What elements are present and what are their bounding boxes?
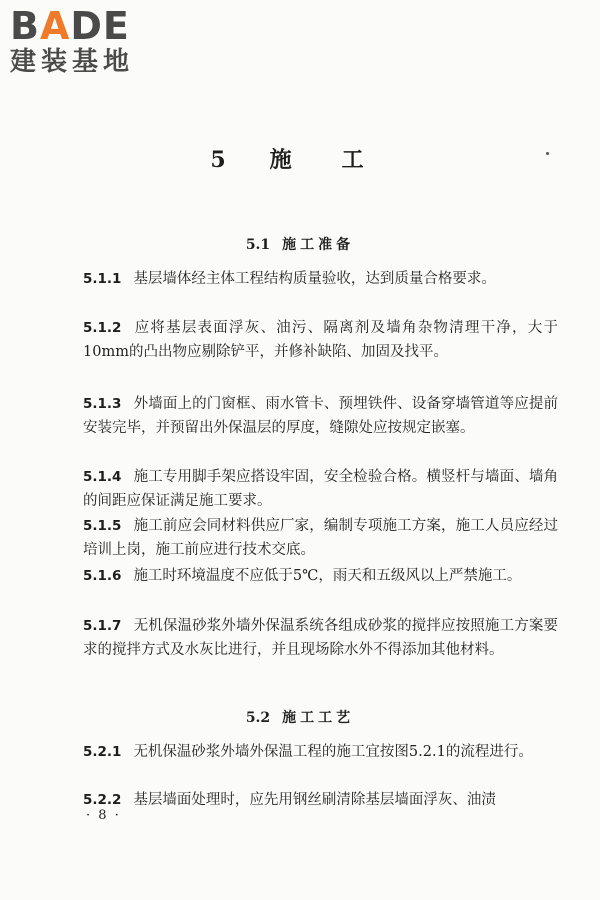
clause-5-1-7: 5.1.7 无机保温砂浆外墙外保温系统各组成砂浆的搅拌应按照施工方案要求的搅拌方式及水灰比进行，并且现场除水外不得添加其他材料。 — [83, 618, 558, 658]
chapter-title: 5 施 工 — [210, 147, 366, 173]
chapter-number: 5 — [210, 147, 228, 173]
clause-5-1-1: 5.1.1 基层墙体经主体工程结构质量验收，达到质量合格要求。 — [83, 271, 496, 287]
logo-wordmark: BADE — [10, 4, 130, 48]
section-heading-5-1: 5.1 施工准备 — [245, 237, 355, 253]
clause-5-1-6: 5.1.6 施工时环境温度不应低于5℃，雨天和五级风以上严禁施工。 — [83, 568, 522, 584]
clause-5-1-2: 5.1.2 应将基层表面浮灰、油污、隔离剂及墙角杂物清理干净，大于10mm的凸出物应剔除铲平，并修补缺陷、加固及找平。 — [83, 320, 558, 360]
scan-speck — [546, 152, 549, 155]
clause-5-1-3: 5.1.3 外墙面上的门窗框、雨水管卡、预埋铁件、设备穿墙管道等应提前安装完毕，并预留出外保温层的厚度，缝隙处应按规定嵌塞。 — [83, 396, 558, 436]
clause-5-2-1: 5.2.1 无机保温砂浆外墙外保温工程的施工宜按图5.2.1的流程进行。 — [83, 744, 533, 760]
clause-5-1-4: 5.1.4 施工专用脚手架应搭设牢固，安全检验合格。横竖杆与墙面、墙角的间距应保证满足施工要求。 — [83, 469, 558, 509]
page-number: · 8 · — [86, 808, 121, 823]
logo — [10, 6, 180, 78]
clause-5-2-2: 5.2.2 基层墙面处理时，应先用钢丝刷清除基层墙面浮灰、油渍 — [83, 792, 496, 808]
clause-5-1-5: 5.1.5 施工前应会同材料供应厂家，编制专项施工方案，施工人员应经过培训上岗，施工前应进行技术交底。 — [83, 518, 558, 558]
section-heading-5-2: 5.2 施工工艺 — [245, 710, 355, 726]
logo-subtitle: 建装基地 — [10, 47, 135, 77]
